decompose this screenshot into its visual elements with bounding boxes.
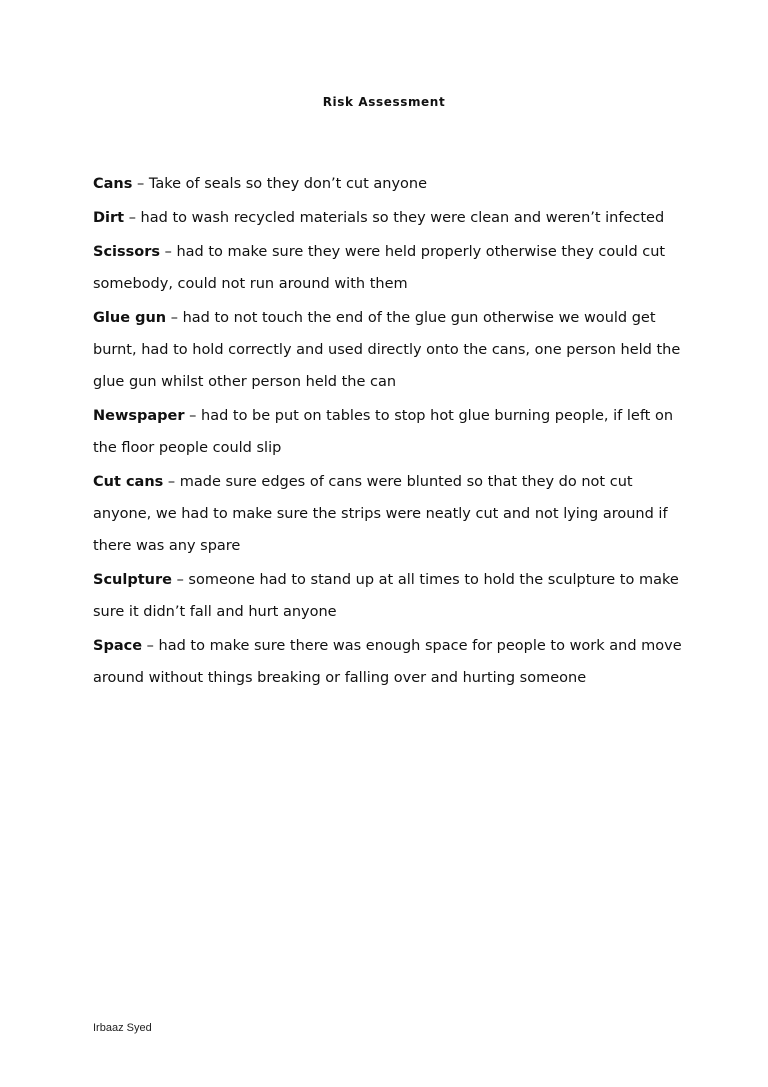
risk-term: Dirt: [93, 210, 125, 226]
risk-term: Scissors: [93, 244, 161, 260]
risk-item-space: [93, 630, 693, 694]
risk-description: – had to be put on tables to stop hot glue burning people, if left on the floor people could slip: [93, 408, 674, 456]
risk-item-cans: [93, 168, 693, 200]
risk-item-glue-gun: [93, 302, 693, 398]
risk-description: – had to make sure there was enough space for people to work and move around without things breaking or falling over and hurting someone: [93, 638, 682, 686]
risk-description: – someone had to stand up at all times to hold the sculpture to make sure it didn’t fall and hurt anyone: [93, 572, 679, 620]
risk-term: Newspaper: [93, 408, 185, 424]
risk-term: Sculpture: [93, 572, 172, 588]
risk-term: Glue gun: [93, 310, 167, 326]
risk-list: [93, 168, 693, 694]
footer-author: Irbaaz Syed: [93, 1022, 152, 1034]
risk-description: – had to wash recycled materials so they were clean and weren’t infected: [128, 210, 665, 226]
risk-term: Space: [93, 638, 143, 654]
risk-item-newspaper: [93, 400, 693, 464]
risk-description: – Take of seals so they don’t cut anyone: [137, 176, 428, 192]
risk-item-cut-cans: [93, 466, 693, 562]
risk-term: Cans: [93, 176, 133, 192]
risk-term: Cut cans: [93, 474, 164, 490]
risk-item-dirt: [93, 202, 693, 234]
risk-description: – made sure edges of cans were blunted so that they do not cut anyone, we had to make sure the strips were neatly cut and not lying around if there was any spare: [93, 474, 668, 554]
risk-description: – had to not touch the end of the glue gun otherwise we would get burnt, had to hold correctly and used directly onto the cans, one person held the glue gun whilst other person held the can: [93, 310, 681, 390]
risk-item-sculpture: [93, 564, 693, 628]
risk-item-scissors: [93, 236, 693, 300]
page-title: Risk Assessment: [322, 95, 446, 109]
risk-description: – had to make sure they were held properly otherwise they could cut somebody, could not run around with them: [93, 244, 666, 292]
